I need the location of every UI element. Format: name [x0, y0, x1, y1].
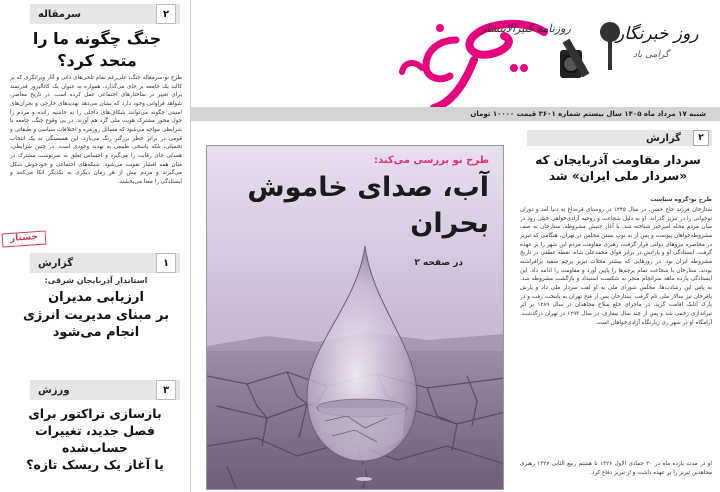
right-report-body: ستارخان فرزند حاج حسن، در سال ۱۲۴۵ در روستای قره‌داغ به دنیا آمد و دوران نوجوانی را در تبریز گذراند. او به دلیل شجاعت و روحیه آزادی‌خواهی خیلی زود در میان مردم محله امیرخیز شناخته شد. با آغاز جنبش مشروطه، ستارخان به صف مشروطه‌خواهان پیوست و پس از به توپ بستن مجلس در تهران، هنگامی که تبریز در محاصره نیروهای دولتی قرار گرفت، رهبری مقاومت مردم این شهر را بر عهده گرفت. ایستادگی او و یارانش در برابر قوای محمدعلی شاه، نقطه عطفی در تاریخ مشروطه ایران بود. در روزهایی که بیشتر محلات تبریز پرچم سفید برافراشته بودند، ستارخان با شجاعت تمام پرچم‌ها را پایین آورد و مقاومت را ادامه داد. این ایستادگی یازده ماهه سرانجام منجر به شکست استبداد و بازگشت مشروطه شد. به پاس این رشادت‌ها، مجلس شورای ملی به او لقب سردار ملی داد و یارش باقرخان نیز سالار ملی نام گرفت. ستارخان پس از فتح تهران به پایتخت رفت و در پارک اتابک اقامت گزید. در ماجرای خلع سلاح مجاهدان در سال ۱۲۸۹ بر اثر تیراندازی زخمی شد و پس از چند سال بیماری، در سال ۱۲۹۳ در تهران درگذشت. آرامگاه او در شهر ری زیارتگاه آزادی‌خواهان است.: [520, 207, 712, 326]
right-report-footer: او در مدت یازده ماه در ۲۰ جمادی الاول ۱۳۲۶ تا هشتم ربیع الثانی ۱۳۲۷ رهبری مجاهدین تبریز را بر عهده داشت و از تبریز دفاع کرد.: [520, 461, 712, 476]
column-stamp: جستار: [2, 230, 47, 247]
editorial-headline-line1: جنگ چگونه ما را: [32, 29, 162, 48]
right-report-headline-line1: سردار مقاومت آذربایجان که: [535, 153, 701, 167]
sport-tag: [30, 380, 180, 400]
report1-kicker: استاندار آذربایجان شرقی:: [44, 276, 148, 285]
left-column: [0, 0, 190, 492]
masthead: [191, 0, 720, 117]
ad-caption: گرامی باد: [633, 50, 670, 60]
report1-headline[interactable]: [6, 289, 186, 342]
cover-kicker: طرح نو بررسی می‌کند:: [374, 155, 489, 166]
report1-label: گزارش: [38, 257, 74, 269]
cover-title-line1: آب، صدای خاموش: [247, 172, 489, 203]
sport-headline[interactable]: [4, 406, 186, 474]
right-report-headline-line2: «سردار ملی ایران» شد: [548, 169, 688, 184]
sport-page-number: ۳: [156, 380, 176, 400]
editorial-page-number: ۲: [156, 4, 176, 24]
sport-headline-line3: یا آغاز یک ریسک تازه؟: [26, 456, 164, 472]
right-report-tag: [527, 130, 712, 146]
ad-title: روز خبرنگار: [616, 24, 699, 44]
newspaper-subtitle: روزنامه کثیرالانتشار: [481, 22, 571, 35]
report1-headline-line1: ارزیابی مدیران: [48, 290, 144, 305]
cover-page-reference: در صفحه ۲: [414, 258, 463, 268]
sport-headline-line2: فصل جدید، تغییرات حساب‌شده: [35, 422, 155, 455]
editorial-headline[interactable]: [8, 28, 186, 71]
journalist-day-ad: [558, 2, 708, 102]
right-report-byline: طرح نو-گروه سیاست: [650, 197, 712, 203]
cover-title-line2: بحران: [410, 208, 489, 239]
editorial-body: طرح نو-سرمقاله جنگ، علی‌رغم تمام تلخی‌های ذاتی و آثار ویرانگری که بر کالبد یک جامعه بر جای می‌گذارد، همواره به عنوان یک کاتالیزور قدرتمند برای تغییر در ساختارهای اجتماعی عمل کرده است. در تاریخ معاصر، شواهد فراوانی وجود دارد که نشان می‌دهد تهدیدهای خارجی و بحران‌های امنیتی چگونه می‌توانند شکاف‌های داخلی را به حاشیه رانده و مردم را حول محور مشترک هویت ملی گرد هم آورند. در پی وقوع جنگ، جامعه با شرایطی مواجه می‌شود که مسائل روزمره و اختلافات سیاسی و طبقاتی و قومی در برابر خطر بزرگتر رنگ می‌بازد. این همبستگی نه یک انتخاب تحمیلی، بلکه پاسخی طبیعی به تهدید وجودی است. در چنین شرایطی، همدلی جای رقابت را می‌گیرد و احساس تعلق به سرنوشت مشترک در میان همه اقشار تقویت می‌شود. شبکه‌های اجتماعی و خودجوش شکل می‌گیرند و مردم بیش از هر زمان دیگری به یکدیگر اتکا می‌کنند و ایستادگی را معنا می‌بخشند.: [10, 75, 182, 185]
report1-page-number: ۱: [156, 253, 176, 273]
sport-label: ورزش: [38, 384, 70, 396]
editorial-headline-line2: متحد کرد؟: [57, 50, 137, 70]
dateline-bar: شنبه ۱۷ مرداد ماه ۱۴۰۵ سال بیستم شماره ۳۶۰۱ قیمت ۱۰۰۰۰ تومان: [191, 107, 720, 121]
report1-headline-line2: بر مبنای مدیریت انرژی: [23, 307, 169, 323]
editorial-tag: [30, 4, 180, 24]
cover-feature[interactable]: [206, 145, 504, 490]
report1-headline-line3: انجام می‌شود: [52, 325, 140, 341]
sport-headline-line1: بازسازی تراکتور برای: [28, 406, 162, 421]
editorial-label: سرمقاله: [38, 8, 82, 20]
right-report-headline[interactable]: [520, 152, 716, 184]
report1-tag: [30, 253, 180, 273]
right-report-label: گزارش: [645, 132, 681, 144]
right-report-page-number: ۲: [693, 130, 709, 146]
